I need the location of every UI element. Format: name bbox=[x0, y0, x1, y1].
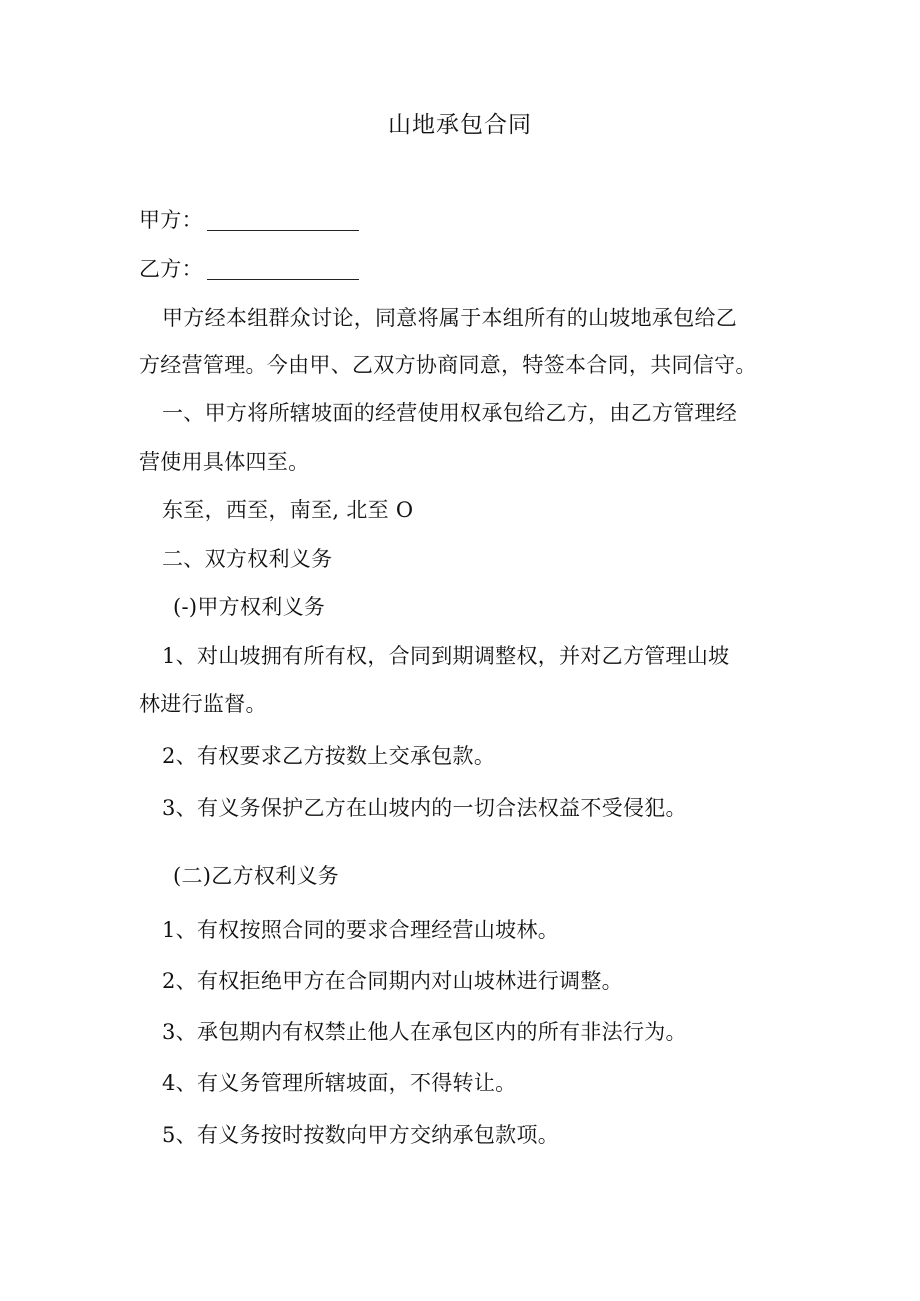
clause-1-line-1: 一、甲方将所辖坡面的经营使用权承包给乙方，由乙方管理经 bbox=[162, 401, 738, 425]
party-a-blank bbox=[207, 229, 359, 231]
party-a-rights-heading: (-)甲方权利义务 bbox=[173, 595, 326, 619]
intro-line-1: 甲方经本组群众讨论，同意将属于本组所有的山坡地承包给乙 bbox=[162, 306, 738, 330]
party-b-blank bbox=[207, 278, 359, 280]
party-b-item-5: 5、有义务按时按数向甲方交纳承包款项。 bbox=[162, 1123, 560, 1147]
party-b-rights-heading: (二)乙方权利义务 bbox=[173, 864, 340, 888]
party-b-item-1: 1、有权按照合同的要求合理经营山坡林。 bbox=[162, 918, 560, 942]
clause-1-line-2: 营使用具体四至。 bbox=[139, 450, 310, 474]
party-b-item-3: 3、承包期内有权禁止他人在承包区内的所有非法行为。 bbox=[162, 1020, 687, 1044]
document-title: 山地承包合同 bbox=[388, 112, 532, 138]
party-a-item-3: 3、有义务保护乙方在山坡内的一切合法权益不受侵犯。 bbox=[162, 796, 687, 820]
party-a-label: 甲方： bbox=[139, 208, 203, 232]
party-b-item-4: 4、有义务管理所辖坡面，不得转让。 bbox=[162, 1071, 517, 1095]
party-a-item-2: 2、有权要求乙方按数上交承包款。 bbox=[162, 744, 496, 768]
party-b-label: 乙方： bbox=[139, 257, 203, 281]
party-a-line bbox=[139, 205, 359, 235]
party-b-line bbox=[139, 254, 359, 284]
party-b-item-2: 2、有权拒绝甲方在合同期内对山坡林进行调整。 bbox=[162, 969, 623, 993]
party-a-item-1-line-2: 林进行监督。 bbox=[139, 692, 267, 716]
clause-2-heading: 二、双方权利义务 bbox=[162, 547, 333, 571]
boundaries-line: 东至，西至，南至, 北至 O bbox=[162, 498, 414, 522]
party-a-item-1-line-1: 1、对山坡拥有所有权，合同到期调整权，并对乙方管理山坡 bbox=[162, 644, 730, 668]
intro-line-2: 方经营管理。今由甲、乙双方协商同意，特签本合同，共同信守。 bbox=[139, 353, 757, 377]
